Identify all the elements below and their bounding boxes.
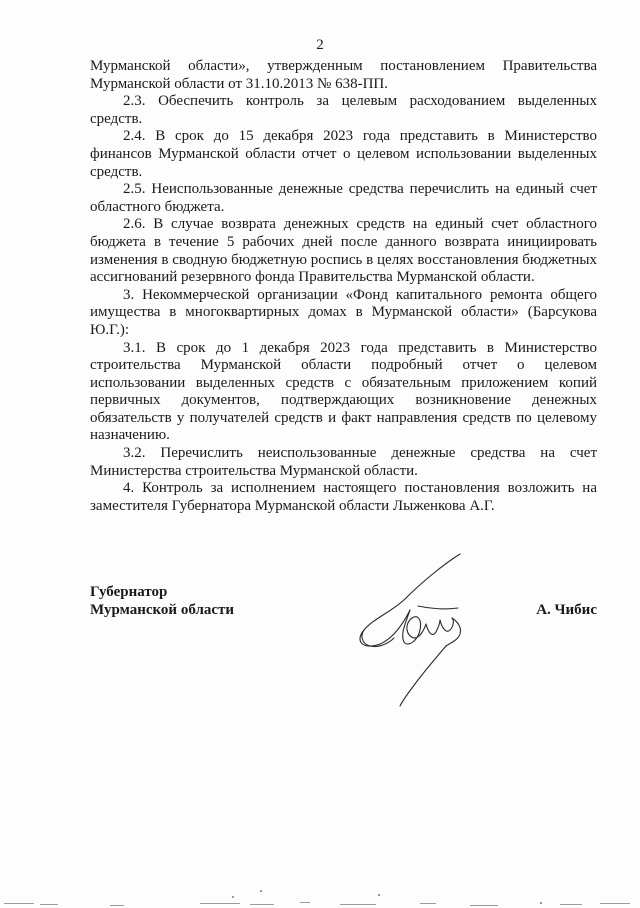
scan-artifacts <box>0 884 640 908</box>
document-body <box>90 58 597 515</box>
paragraph-3-1: 3.1. В срок до 1 декабря 2023 года представить в Министерство строительства Мурманской области подробный отчет о целевом использовании выделенных средств с обязательным приложением копий первичных документов, подтверждающих возникновение денежных обязательств у получателей средств и факт направления средств по целевому назначению. <box>90 339 597 444</box>
signatory-title-line1: Губернатор <box>90 584 168 600</box>
paragraph-3-2: 3.2. Перечислить неиспользованные денежные средства на счет Министерства строительства Мурманской области. <box>90 445 597 479</box>
signature-stroke <box>418 606 458 609</box>
signatory-title-line2: Мурманской области <box>90 602 235 618</box>
paragraph-3: 3. Некоммерческой организации «Фонд капитального ремонта общего имущества в многоквартирных домах в Мурманской области» (Барсукова Ю.Г.): <box>90 286 597 338</box>
page-number: 2 <box>316 37 324 53</box>
paragraph-2-5: 2.5. Неиспользованные денежные средства перечислить на единый счет областного бюджета. <box>90 181 597 215</box>
paragraph-continuation: Мурманской области», утвержденным постановлением Правительства Мурманской области от 31.10.2013 № 638-ПП. <box>90 58 597 92</box>
handwritten-signature <box>348 548 488 708</box>
signature-stroke <box>403 610 421 644</box>
signatory-name: А. Чибис <box>536 602 597 618</box>
paragraph-2-3: 2.3. Обеспечить контроль за целевым расходованием выделенных средств. <box>90 93 597 127</box>
signature-stroke <box>400 646 446 706</box>
signature-stroke <box>360 554 460 646</box>
paragraph-4: 4. Контроль за исполнением настоящего постановления возложить на заместителя Губернатора Мурманской области Лыженкова А.Г. <box>90 480 597 514</box>
paragraph-2-4: 2.4. В срок до 15 декабря 2023 года представить в Министерство финансов Мурманской области отчет о целевом использовании выделенных средств. <box>90 128 597 180</box>
paragraph-2-6: 2.6. В случае возврата денежных средств на единый счет областного бюджета в течение 5 рабочих дней после данного возврата инициировать изменения в сводную бюджетную роспись в целях восстановления бюджетных ассигнований резервного фонда Правительства Мурманской области. <box>90 216 597 286</box>
signatory-title <box>90 583 234 619</box>
